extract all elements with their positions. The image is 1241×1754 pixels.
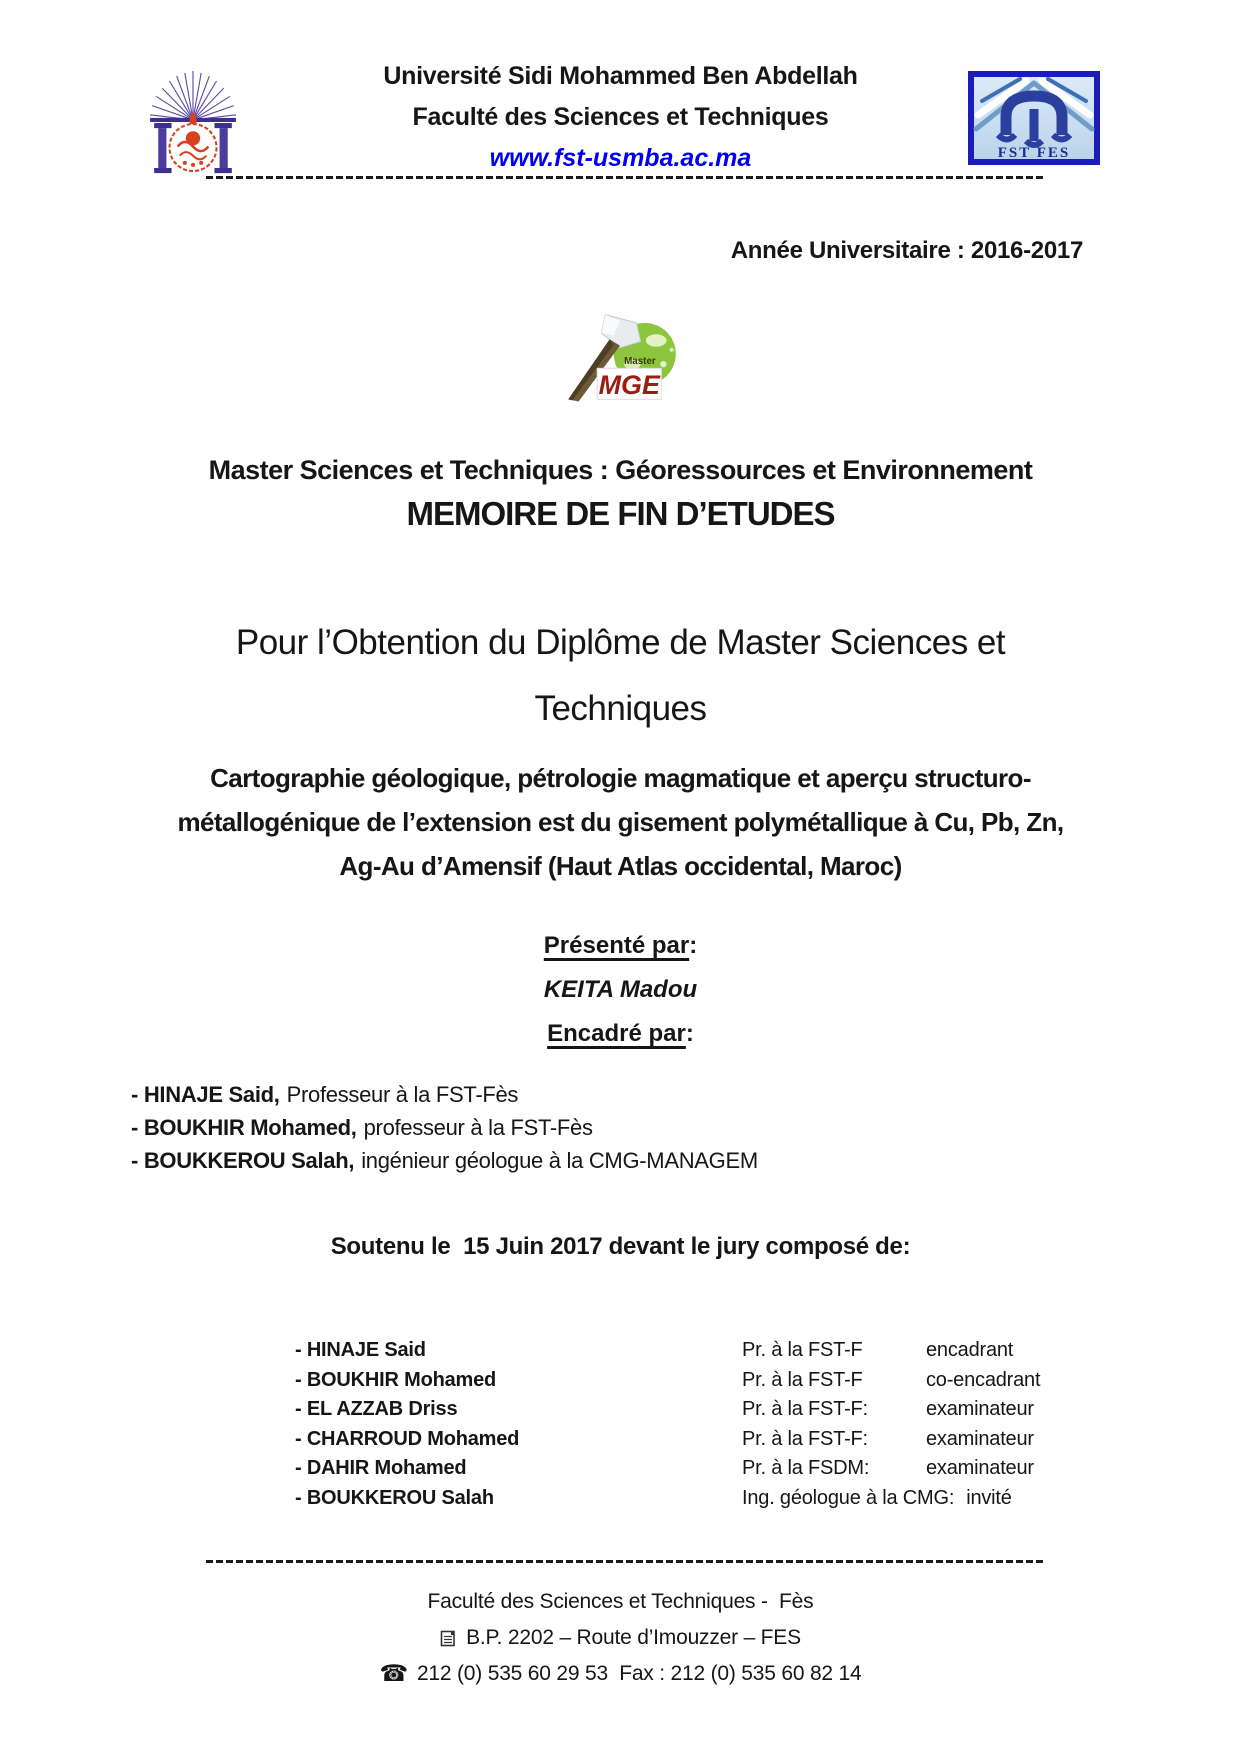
thesis-title [0,756,1241,888]
purpose-line-1: Pour l’Obtention du Diplôme de Master Sciences et [235,623,1006,662]
academic-year: Année Universitaire : 2016-2017 [730,237,1083,264]
jury-member-affiliation: Pr. à la FST-F [742,1339,863,1361]
presented-by-text: Présenté par [543,932,690,959]
presented-by-label [0,924,1241,968]
footer-address-text: B.P. 2202 – Route d’Imouzzer – FES [466,1626,801,1649]
jury-member-name: - DAHIR Mohamed [295,1457,467,1479]
mge-master-label: Master [624,356,656,368]
thesis-title-line-1: Cartographie géologique, pétrologie magmatique et aperçu structuro- [210,763,1031,793]
document-type-title: MEMOIRE DE FIN D’ETUDES [406,495,835,532]
website-link[interactable]: www.fst-usmba.ac.ma [489,144,752,172]
faculty-name: Faculté des Sciences et Techniques [412,103,829,131]
supervisors-list [131,1078,758,1177]
supervisor-item [131,1111,758,1144]
footer [0,1584,1241,1692]
thesis-title-line-2: métallogénique de l’extension est du gisement polymétallique à Cu, Pb, Zn, [177,807,1064,837]
jury-member-role: examinateur [926,1427,1034,1450]
jury-member-role: encadrant [926,1339,1014,1361]
jury-member-name: - EL AZZAB Driss [295,1398,458,1420]
jury-member-name: - HINAJE Said [295,1339,426,1361]
supervisor-name: - BOUKHIR Mohamed, [131,1115,357,1140]
footer-address-line [0,1620,1241,1656]
supervisor-description: professeur à la FST-Fès [363,1115,593,1140]
mail-icon-graphic [440,1630,457,1647]
jury-table [295,1336,1040,1513]
purpose-line-2: Techniques [534,689,707,728]
presented-by-colon: : [689,932,698,959]
supervised-by-text: Encadré par [547,1020,686,1047]
supervisor-name: - HINAJE Said, [131,1082,280,1107]
dashed-separator-bottom [206,1560,1044,1563]
jury-row [295,1395,1040,1425]
footer-phone-text: 212 (0) 535 60 29 53 Fax : 212 (0) 535 60 82 14 [416,1662,862,1685]
university-name: Université Sidi Mohammed Ben Abdellah [383,62,858,90]
phone-icon: ☎ [379,1660,408,1687]
footer-phone-line [0,1656,1241,1692]
dashed-separator-top [206,176,1044,179]
fst-fes-logo [968,70,1100,166]
jury-member-name: - BOUKHIR Mohamed [295,1368,497,1391]
jury-member-affiliation: Pr. à la FST-F: [742,1427,868,1450]
jury-member-affiliation: Pr. à la FST-F: [742,1398,868,1420]
jury-member-affiliation: Pr. à la FSDM: [742,1457,870,1479]
mge-logo [560,310,682,404]
jury-row [295,1336,1040,1366]
purpose-statement [0,610,1241,742]
mge-logo-graphic [560,310,682,404]
supervised-by-colon: : [685,1020,694,1047]
supervised-by-label [0,1012,1241,1056]
supervisor-item [131,1078,758,1111]
supervisor-description: Professeur à la FST-Fès [286,1082,519,1107]
program-title: Master Sciences et Techniques : Géoressources et Environnement [208,455,1033,485]
jury-member-affiliation: Ing. géologue à la CMG: [742,1486,955,1509]
jury-member-role: co-encadrant [926,1368,1041,1391]
mge-acronym: MGE [598,370,660,401]
jury-member-role: examinateur [926,1398,1034,1420]
jury-row [295,1454,1040,1484]
fst-fes-logo-graphic [968,70,1100,166]
jury-member-name: - BOUKKEROU Salah [295,1486,494,1509]
jury-member-role: examinateur [926,1457,1034,1479]
jury-member-role: invité [966,1486,1012,1509]
defense-line: Soutenu le 15 Juin 2017 devant le jury composé de: [330,1233,911,1260]
supervisor-item [131,1144,758,1177]
footer-faculty-line: Faculté des Sciences et Techniques - Fès [427,1590,814,1613]
jury-row [295,1484,1040,1514]
supervisor-name: - BOUKKEROU Salah, [131,1148,355,1173]
thesis-title-line-3: Ag-Au d’Amensif (Haut Atlas occidental, Maroc) [339,851,902,881]
supervisor-description: ingénieur géologue à la CMG-MANAGEM [361,1148,758,1173]
jury-row [295,1425,1040,1455]
jury-member-affiliation: Pr. à la FST-F [742,1368,863,1391]
fst-logo-label: FST FES [997,145,1071,161]
jury-member-name: - CHARROUD Mohamed [295,1427,520,1450]
author-name: KEITA Madou [543,976,698,1003]
presentation-block [0,924,1241,1056]
jury-row [295,1366,1040,1396]
mail-icon [440,1630,457,1647]
